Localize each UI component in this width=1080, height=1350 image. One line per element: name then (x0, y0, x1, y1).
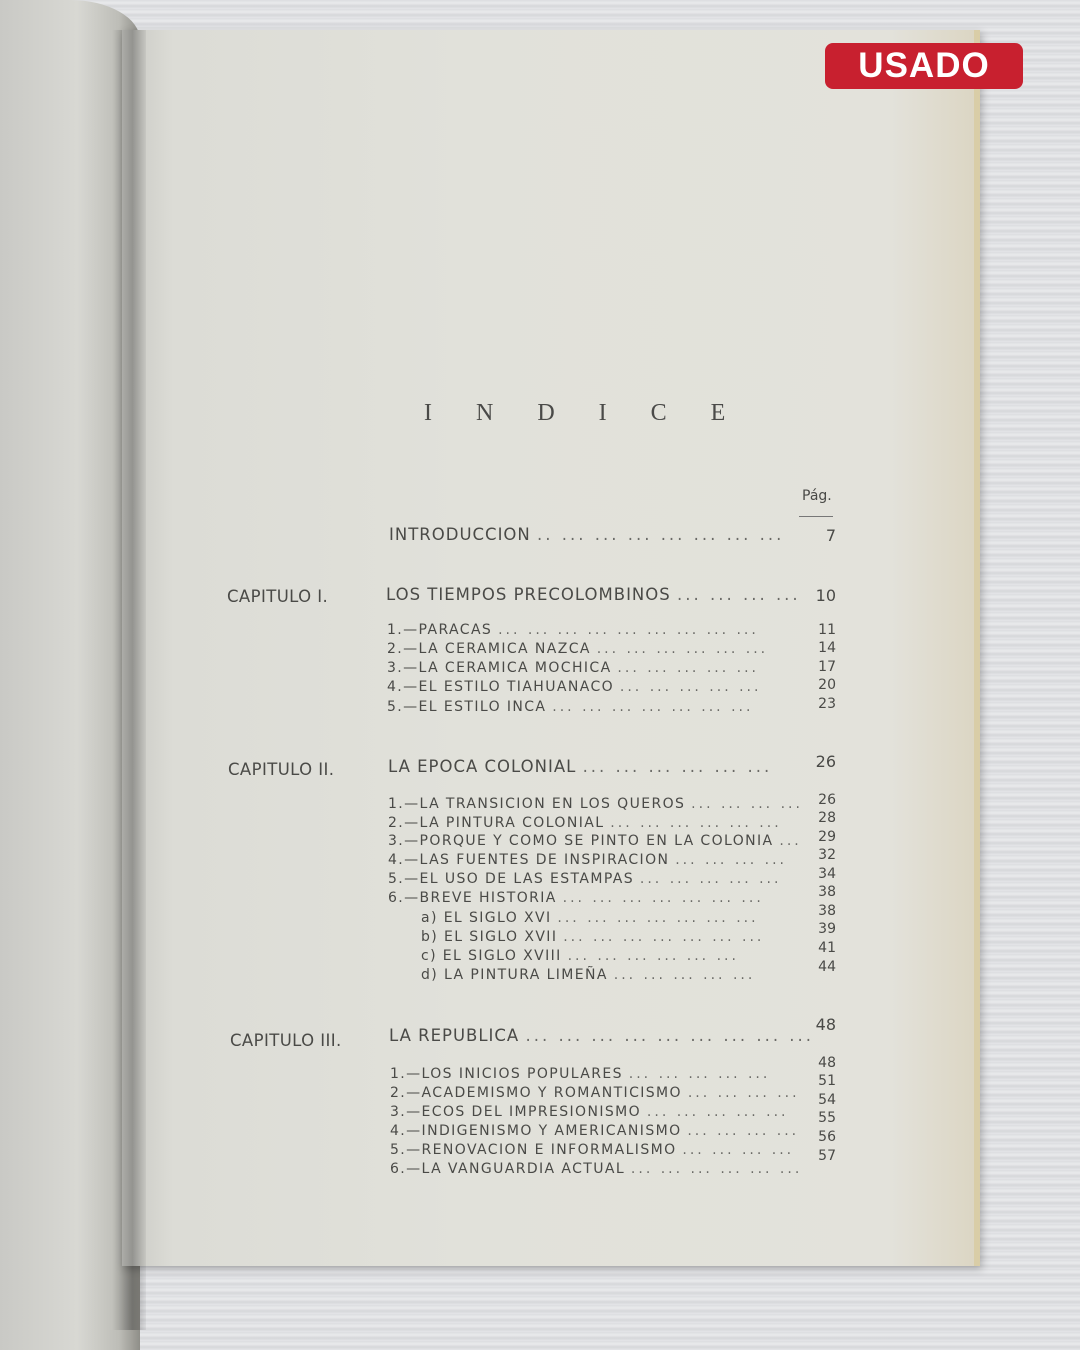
chapter-1-title: LOS TIEMPOS PRECOLOMBINOS ... ... ... ... (386, 585, 801, 604)
ch2-item-6a-page: 38 (818, 903, 836, 919)
ch2-item-5-page: 34 (818, 866, 836, 882)
ch2-item-6d: d) LA PINTURA LIMEÑA ... ... ... ... ... (421, 967, 756, 983)
chapter-2-label: CAPITULO II. (228, 760, 335, 779)
chapter-3-page: 48 (815, 1015, 836, 1034)
ch2-item-1-page: 26 (818, 792, 836, 808)
ch2-item-6b: b) EL SIGLO XVII ... ... ... ... ... ... ... (421, 929, 765, 945)
chapter-2-page: 26 (815, 752, 836, 771)
ch3-item-4: 4.—INDIGENISMO Y AMERICANISMO ... ... ... ... (390, 1123, 800, 1139)
chapter-3-title: LA REPUBLICA ... ... ... ... ... ... ... ... ... (389, 1026, 815, 1045)
used-badge: USADO (825, 43, 1023, 89)
ch1-item-1-page: 11 (818, 622, 836, 638)
intro-page: 7 (825, 526, 836, 545)
ch2-item-6c: c) EL SIGLO XVIII ... ... ... ... ... ... (421, 948, 739, 964)
ch2-item-1: 1.—LA TRANSICION EN LOS QUEROS ... ... ... ... (388, 796, 803, 812)
ch1-item-4-page: 20 (818, 677, 836, 693)
page-column-label: Pág. (802, 488, 832, 504)
ch2-item-4: 4.—LAS FUENTES DE INSPIRACION ... ... ... ... (388, 852, 787, 868)
ch2-item-6b-page: 39 (818, 921, 836, 937)
page-column-rule (799, 516, 833, 517)
chapter-3-label: CAPITULO III. (230, 1031, 342, 1050)
ch2-item-5: 5.—EL USO DE LAS ESTAMPAS ... ... ... ... ... (388, 871, 782, 887)
chapter-2-title: LA EPOCA COLONIAL ... ... ... ... ... ... (388, 757, 773, 776)
ch2-item-6-page: 38 (818, 884, 836, 900)
ch3-item-4-page: 55 (818, 1110, 836, 1126)
ch1-item-1: 1.—PARACAS ... ... ... ... ... ... ... ... ... (387, 622, 759, 638)
ch3-item-1-page: 48 (818, 1055, 836, 1071)
ch1-item-3: 3.—LA CERAMICA MOCHICA ... ... ... ... ... (387, 660, 759, 676)
ch2-item-2-page: 28 (818, 810, 836, 826)
ch3-item-6-page: 57 (818, 1148, 836, 1164)
ch1-item-3-page: 17 (818, 659, 836, 675)
ch2-item-6a: a) EL SIGLO XVI ... ... ... ... ... ... ... (421, 910, 759, 926)
chapter-1-page: 10 (815, 586, 836, 605)
ch3-item-2-page: 51 (818, 1073, 836, 1089)
ch2-item-6: 6.—BREVE HISTORIA ... ... ... ... ... ... ... (388, 890, 764, 906)
ch3-item-5: 5.—RENOVACION E INFORMALISMO ... ... ... ... (390, 1142, 795, 1158)
ch2-item-6d-page: 44 (818, 959, 836, 975)
ch3-item-2: 2.—ACADEMISMO Y ROMANTICISMO ... ... ... ... (390, 1085, 800, 1101)
chapter-1-label: CAPITULO I. (227, 587, 329, 606)
ch2-item-2: 2.—LA PINTURA COLONIAL ... ... ... ... ... ... (388, 815, 782, 831)
ch3-item-3: 3.—ECOS DEL IMPRESIONISMO ... ... ... ... ... (390, 1104, 789, 1120)
ch3-item-6: 6.—LA VANGUARDIA ACTUAL ... ... ... ... ... ... (390, 1161, 803, 1177)
ch1-item-5: 5.—EL ESTILO INCA ... ... ... ... ... ... ... (387, 699, 754, 715)
ch2-item-3: 3.—PORQUE Y COMO SE PINTO EN LA COLONIA ... (388, 833, 802, 849)
ch1-item-5-page: 23 (818, 696, 836, 712)
ch3-item-1: 1.—LOS INICIOS POPULARES ... ... ... ... ... (390, 1066, 771, 1082)
intro-label: INTRODUCCION .. ... ... ... ... ... ... ... (389, 525, 785, 544)
ch2-item-6c-page: 41 (818, 940, 836, 956)
ch3-item-3-page: 54 (818, 1092, 836, 1108)
ch3-item-5-page: 56 (818, 1129, 836, 1145)
index-heading: I N D I C E (424, 400, 745, 426)
spine-shadow (112, 30, 146, 1330)
ch2-item-3-page: 29 (818, 829, 836, 845)
ch1-item-2-page: 14 (818, 640, 836, 656)
ch1-item-2: 2.—LA CERAMICA NAZCA ... ... ... ... ... ... (387, 641, 769, 657)
ch1-item-4: 4.—EL ESTILO TIAHUANACO ... ... ... ... ... (387, 679, 762, 695)
ch2-item-4-page: 32 (818, 847, 836, 863)
